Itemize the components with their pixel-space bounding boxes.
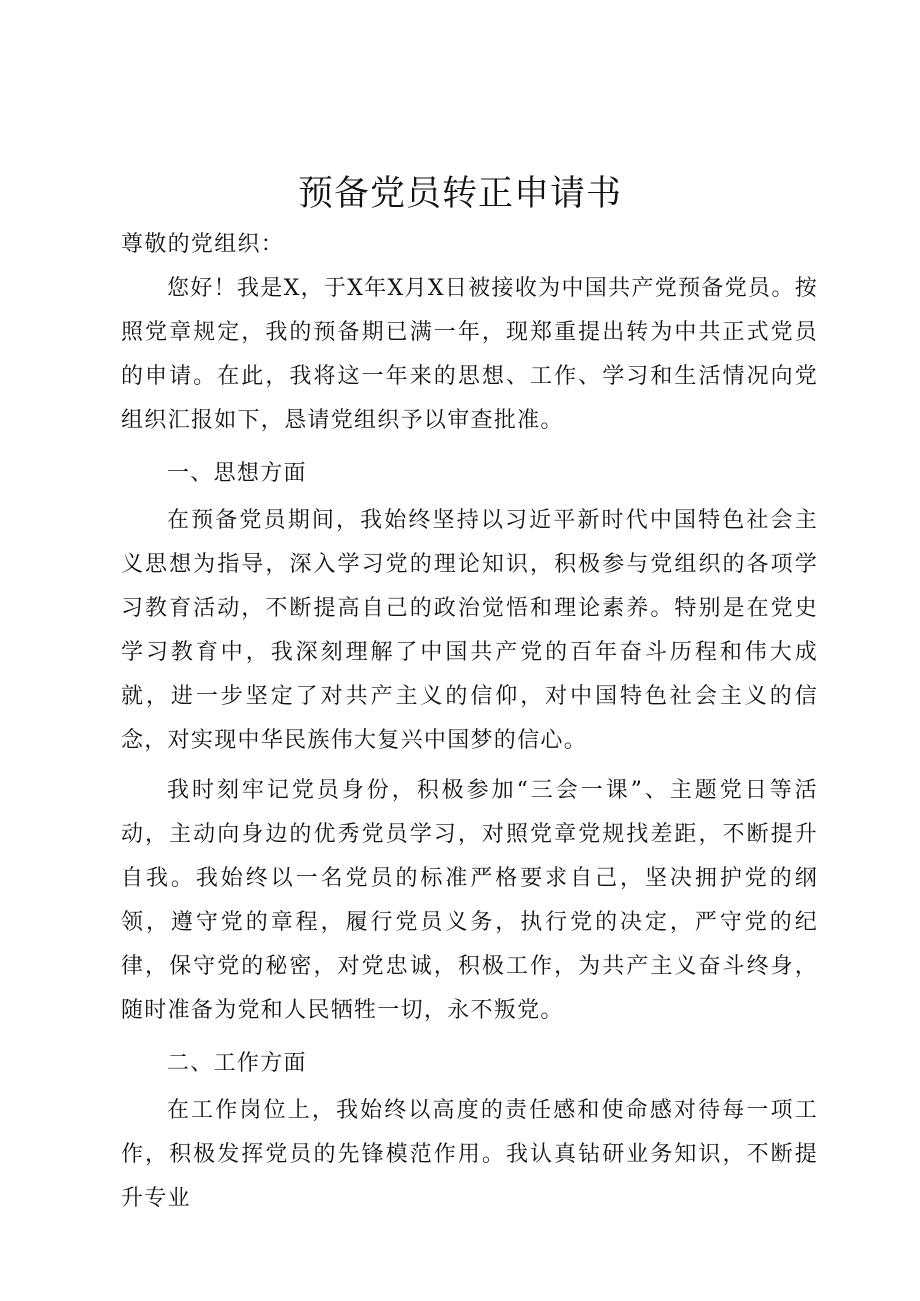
section-heading-thought: 一、思想方面 [167, 461, 307, 486]
work-paragraph-1: 在工作岗位上，我始终以高度的责任感和使命感对待每一项工作，积极发挥党员的先锋模范作用。我认真钻研业务知识，不断提升专业 [121, 1098, 818, 1211]
thought-paragraph-2: 我时刻牢记党员身份，积极参加“三会一课”、主题党日等活动，主动向身边的优秀党员学习，对照党章党规找差距，不断提升自我。我始终以一名党员的标准严格要求自己，坚决拥护党的纲领，遵守党的章程，履行党员义务，执行党的决定，严守党的纪律，保守党的秘密，对党忠诚，积极工作，为共产主义奋斗终身，随时准备为党和人民牺牲一切，永不叛党。 [121, 778, 818, 1023]
salutation: 尊敬的党组织： [121, 232, 285, 257]
intro-paragraph: 您好！我是X，于X年X月X日被接收为中国共产党预备党员。按照党章规定，我的预备期已满一年，现郑重提出转为中共正式党员的申请。在此，我将这一年来的思想、工作、学习和生活情况向党组织汇报如下，恳请党组织予以审查批准。 [121, 276, 818, 433]
section-heading-work: 二、工作方面 [167, 1051, 307, 1076]
thought-paragraph-1: 在预备党员期间，我始终坚持以习近平新时代中国特色社会主义思想为指导，深入学习党的理论知识，积极参与党组织的各项学习教育活动，不断提高自己的政治觉悟和理论素养。特别是在党史学习教育中，我深刻理解了中国共产党的百年奋斗历程和伟大成就，进一步坚定了对共产主义的信仰，对中国特色社会主义的信念，对实现中华民族伟大复兴中国梦的信心。 [121, 508, 818, 753]
document-title: 预备党员转正申请书 [297, 174, 622, 214]
document-body [121, 223, 818, 1221]
